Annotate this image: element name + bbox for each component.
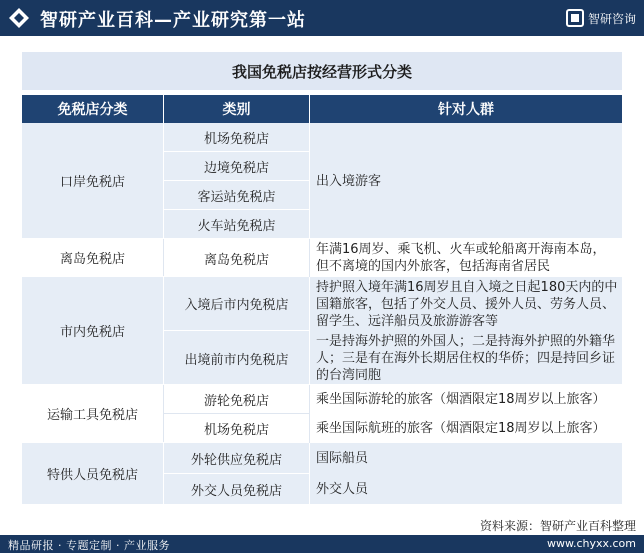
type-cell: 边境免税店 — [164, 152, 310, 181]
table-row-group — [22, 277, 622, 385]
table-header — [22, 95, 622, 123]
target-cell: 国际船员 — [316, 451, 369, 466]
target-cell: 乘坐国际航班的旅客（烟酒限定18周岁以上旅客） — [316, 421, 606, 436]
category-cell: 运输工具免税店 — [22, 385, 164, 442]
category-cell: 口岸免税店 — [22, 123, 164, 238]
type-cell: 机场免税店 — [164, 414, 310, 443]
category-cell: 特供人员免税店 — [22, 443, 164, 504]
table-row-group — [22, 385, 622, 443]
type-cell: 游轮免税店 — [164, 385, 310, 414]
target-cell: 出入境游客 — [316, 173, 382, 189]
source-note: 资料来源：智研产业百科整理 — [479, 519, 636, 533]
site-title: 智研产业百科—产业研究第一站 — [40, 10, 306, 31]
category-cell: 市内免税店 — [22, 277, 164, 384]
target-cell: 持护照入境年满16周岁且自入境之日起180天内的中国籍旅客，包括了外交人员、援外人员、劳务人员、留学生、远洋船员及旅游游客等 — [316, 279, 618, 329]
type-cell: 机场免税店 — [164, 123, 310, 152]
category-cell: 离岛免税店 — [22, 239, 164, 276]
target-cell: 外交人员 — [316, 482, 369, 497]
type-cell: 出境前市内免税店 — [164, 331, 310, 385]
table-row-group — [22, 123, 622, 239]
table-row-group — [22, 239, 622, 277]
brand-name: 智研咨询 — [587, 11, 636, 26]
target-cell: 一是持海外护照的外国人；二是持海外护照的外籍华人；三是有在海外长期居住权的华侨；四是持回乡证的台湾同胞 — [316, 333, 616, 383]
logo-icon — [8, 7, 30, 29]
target-cell: 年满16周岁、乘飞机、火车或轮船离开海南本岛，但不离境的国内外旅客，包括海南省居民 — [316, 242, 606, 274]
type-cell: 火车站免税店 — [164, 210, 310, 239]
classification-table — [22, 95, 622, 509]
type-cell: 外轮供应免税店 — [164, 443, 310, 474]
table-title-band — [22, 52, 622, 90]
footer-bar — [0, 535, 644, 553]
header-bar — [0, 0, 644, 36]
type-cell: 外交人员免税店 — [164, 474, 310, 505]
type-cell: 入境后市内免税店 — [164, 277, 310, 331]
target-cell: 乘坐国际游轮的旅客（烟酒限定18周岁以上旅客） — [316, 392, 606, 407]
column-header-target: 针对人群 — [438, 102, 494, 118]
footer-tagline: 精品研报 · 专题定制 · 产业服务 — [8, 539, 170, 552]
table-row-group — [22, 443, 622, 505]
type-cell: 离岛免税店 — [164, 239, 310, 277]
table-title: 我国免税店按经营形式分类 — [231, 62, 412, 81]
footer-url[interactable]: www.chyxx.com — [546, 537, 636, 550]
column-header-category: 免税店分类 — [22, 95, 164, 123]
type-cell: 客运站免税店 — [164, 181, 310, 210]
brand-logo-icon — [566, 9, 584, 27]
column-header-type: 类别 — [164, 95, 310, 123]
brand[interactable] — [566, 9, 636, 27]
